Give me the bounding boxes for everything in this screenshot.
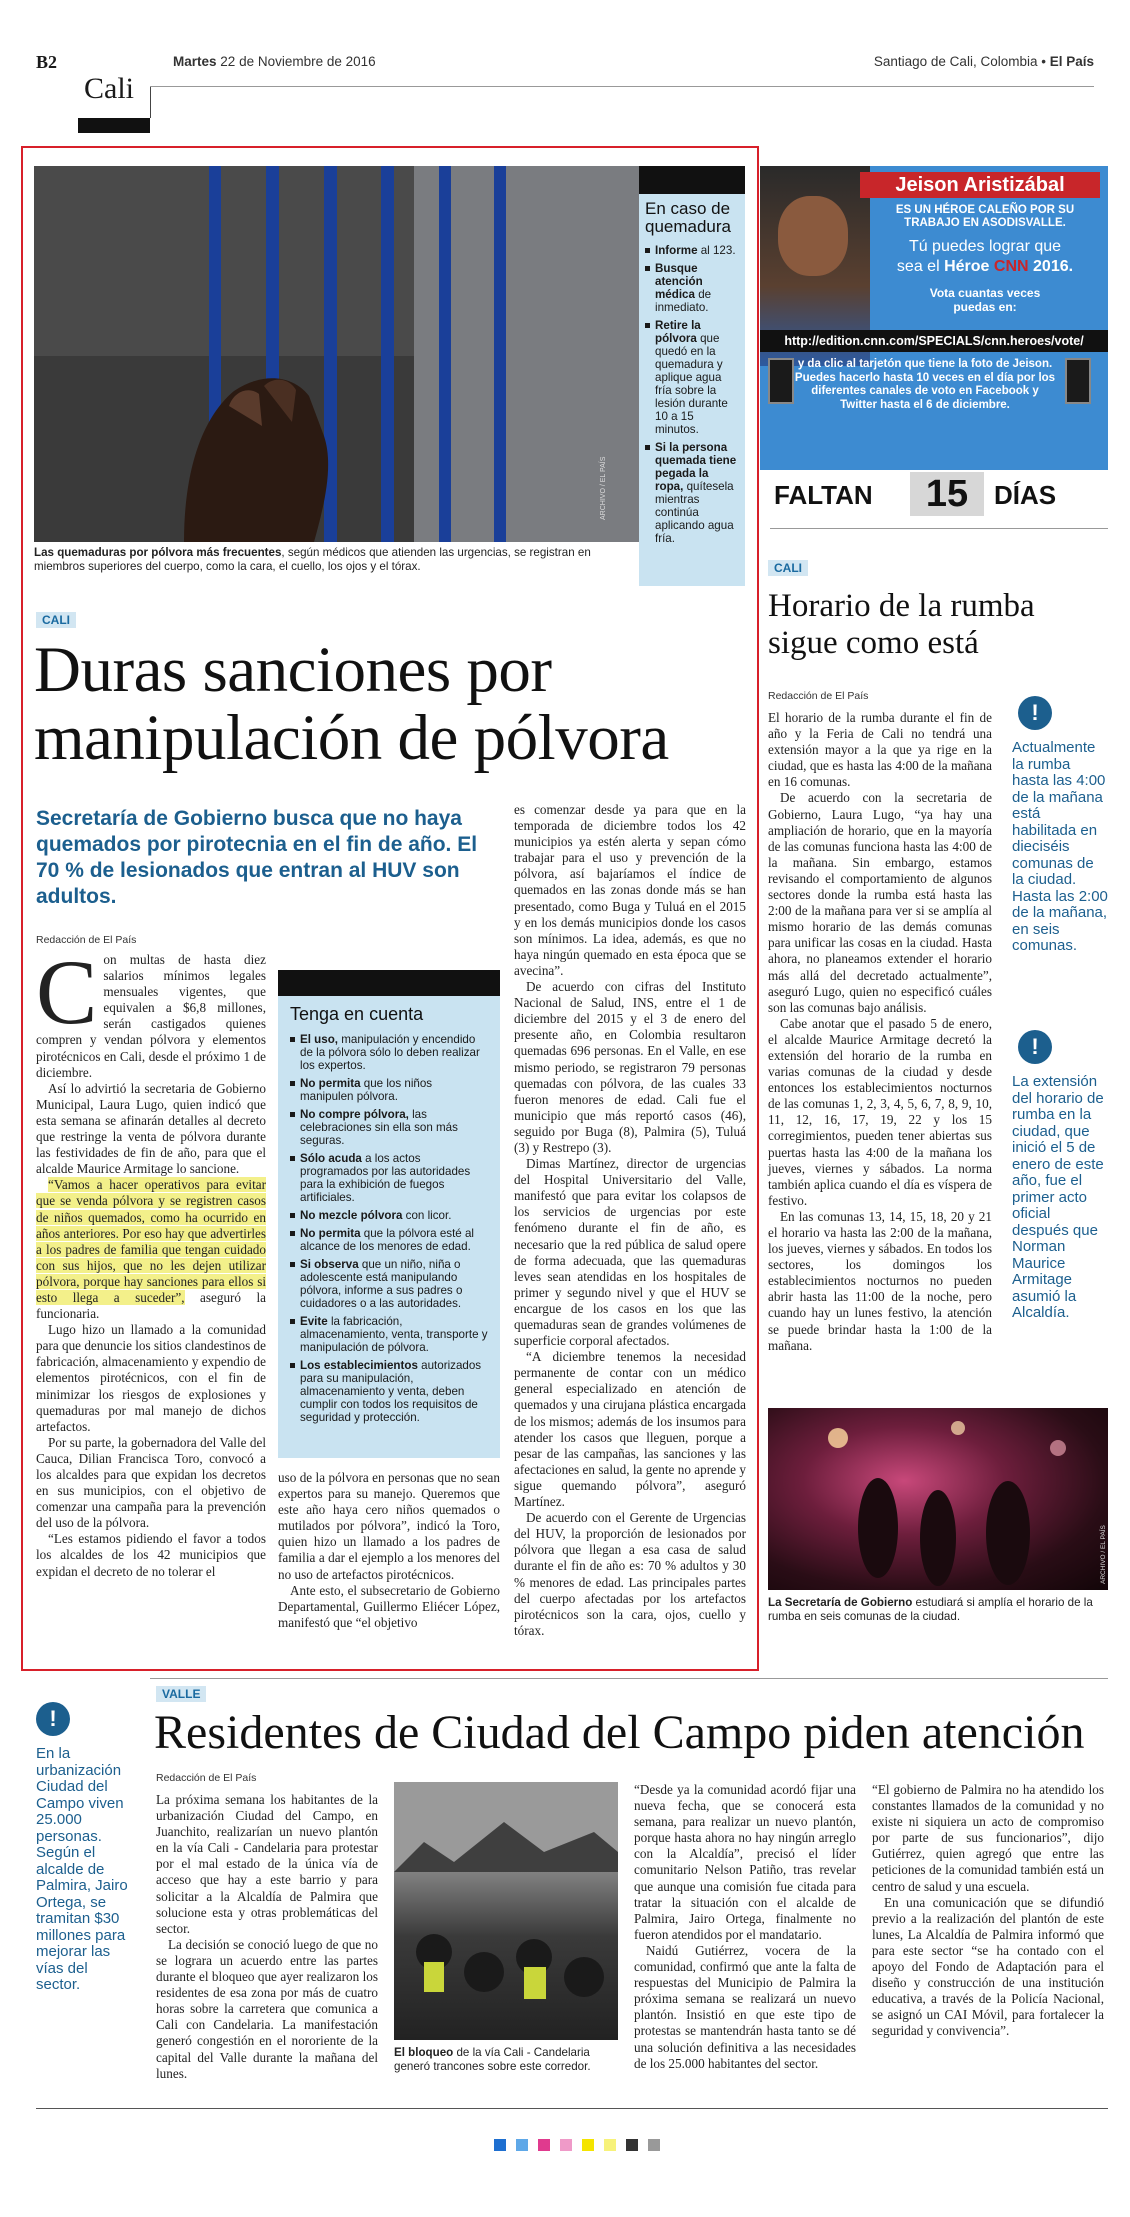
- color-swatch: [582, 2139, 594, 2151]
- quemadura-box-topbar: [639, 166, 745, 194]
- color-swatch: [648, 2139, 660, 2151]
- main-article-subtitle: Secretaría de Gobierno busca que no haya quemados por pirotecnia en el fin de año. El 70 % de lesionados que entran al HUV son adultos.: [36, 807, 478, 908]
- valle-caption-text: de la vía Cali - Candelaria generó trancones sobre este corredor.: [394, 2046, 591, 2073]
- cnn-hero-ad: [760, 166, 1108, 470]
- quemadura-item-bold: Retire la pólvora: [655, 319, 701, 345]
- countdown-rule: [770, 528, 1108, 529]
- col3-paragraph: De acuerdo con cifras del Instituto Nacional de Salud, INS, entre el 1 de diciembre del 2015 y el 3 de enero del presente año, en Colombia resultaron quemadas 696 personas. En el Valle, en ese mismo periodo, se registraron 79 personas quemadas con pólvora, de las cuales 33 fueron menores de edad. Cali fue el municipio que más reportó casos (46), seguido por Buga (8), Palmira (5), Tuluá (3) y Restrepo (3).: [514, 979, 746, 1155]
- cuenta-item-text: a los actos programados por las autoridades para la exhibición de fuegos artificiales.: [300, 1152, 471, 1204]
- main-article-tag: CALI: [36, 612, 76, 628]
- rumba-photo-caption: [768, 1596, 1108, 1624]
- drop-cap: C: [36, 941, 98, 1043]
- col1-paragraph: on multas de hasta diez salarios mínimos legales mensuales vigentes, que equivalen a $6,8 millones, serán castigados quienes compren y vendan pólvora y elementos pirotécnicos en Cali, desde el próximo 1 de diciembre.: [36, 952, 266, 1080]
- rumba-side-fact-2: La extensión del horario de rumba en la ciudad, que inició el 5 de enero de este año, fue el primer acto oficial después que Norman Maurice Armitage asumió la Alcaldía.: [1012, 1073, 1104, 1321]
- quemadura-list: [639, 240, 745, 545]
- ad-instructions: y da clic al tarjetón que tiene la foto de Jeison. Puedes hacerlo hasta 10 veces en el día por los diferentes canales de voto en Facebook y Twitter hasta el 6 de diciembre.: [794, 358, 1056, 411]
- rumba-side-fact-1: Actualmente la rumba hasta las 4:00 de la mañana está habilitada en dieciséis comunas de la ciudad. Hasta las 2:00 de la mañana, en seis comunas.: [1012, 739, 1108, 954]
- rumba-paragraph: El horario de la rumba durante el fin de año y la Feria de Cali no tendrá una extensión mayor a la que ya rige en la ciudad, que es hasta las 4:00 de la mañana en 16 comunas.: [768, 710, 992, 790]
- valle-paragraph: Naidú Gutiérrez, vocera de la comunidad, confirmó que ante la falta de respuestas del Municipio de Palmira la próxima semana se realizará un nuevo plantón. Insistió en que este tipo de protestas se mantendrán hasta tanto se dé una solución definitiva a las necesidades de los 25.000 habitantes del sector.: [634, 1942, 856, 2071]
- cuenta-item-bold: Si observa: [300, 1258, 359, 1271]
- cuenta-item-text: la fabricación, almacenamiento, venta, transporte y manipulación de pólvora.: [300, 1315, 488, 1354]
- ad-phone-left: [768, 358, 794, 404]
- quemadura-item: [645, 244, 739, 257]
- info-exclaim-icon: !: [1018, 1030, 1052, 1064]
- issue-date: [173, 54, 376, 69]
- ad-line-3-d: 2016.: [1033, 258, 1074, 275]
- cuenta-item-bold: Sólo acuda: [300, 1152, 362, 1165]
- cuenta-item-bold: No compre pólvora,: [300, 1108, 409, 1121]
- valle-col-3: [634, 1782, 856, 2072]
- main-photo-caption: [34, 546, 634, 574]
- cuenta-item-bold: No permita: [300, 1077, 361, 1090]
- cuenta-item-bold: No mezcle pólvora: [300, 1209, 403, 1222]
- highlighted-quote: “Vamos a hacer operativos para evitar que se venda pólvora y se registren casos de niños quemados, como ha ocurrido en años anteriores. Por eso hay que advertirles a los padres de familia que tengan cuidado con sus hijos, que no les dejen utilizar pólvora, porque hay sanciones para ellos si esto llega a suceder”,: [36, 1177, 266, 1305]
- valle-byline: Redacción de El País: [156, 1772, 257, 1784]
- valle-caption-bold: El bloqueo: [394, 2046, 454, 2059]
- valle-paragraph: “Desde ya la comunidad acordó fijar una nueva fecha, que se conocerá esta semana, para realizar un nuevo plantón, porque hasta ahora no hay ningún arreglo con la Alcaldía”, precisó el líder comunitario Nelson Patiño, tras revelar que aunque una comisión fue citada para tratar la situación con el alcalde de Palmira, Jairo Ortega, finalmente no fueron atendidos por el mandatario.: [634, 1782, 856, 1942]
- issue-day: Martes: [173, 54, 217, 69]
- cuenta-item-bold: El uso,: [300, 1033, 339, 1046]
- cuenta-item-text: manipulación y encendido de la pólvora sólo lo deben realizar los expertos.: [300, 1033, 480, 1072]
- ad-line-3-a: sea el: [896, 258, 940, 275]
- col2-paragraph: uso de la pólvora en personas que no sean expertos para su manejo. Queremos que este año haya cero niños quemados o mutilados por pólvora”, indicó la Toro, quien hizo un llamado a los padres de familia a dar el ejemplo a los menores del no uso de artefactos pirotécnicos.: [278, 1470, 500, 1582]
- rumba-photo: [768, 1408, 1108, 1590]
- cuenta-box-topbar: [278, 970, 500, 996]
- countdown-right: DÍAS: [994, 480, 1057, 510]
- col1-paragraph: Lugo hizo un llamado a la comunidad para que denuncie los sitios clandestinos de fabricación, almacenamiento y expendio de elementos pirotécnicos, con el fin de minimizar los riesgos de explosiones y quemaduras por mal manejo de dichos artefactos.: [36, 1322, 266, 1434]
- ad-vote-line: Vota cuantas veces puedas en:: [929, 286, 1041, 314]
- countdown-left: FALTAN: [774, 480, 873, 510]
- cuenta-box: [278, 970, 500, 1458]
- section-divider: [150, 86, 151, 118]
- rumba-caption-text: estudiará si amplía el horario de la rumba en seis comunas de la ciudad.: [768, 1596, 1093, 1623]
- header-city: Santiago de Cali, Colombia •: [873, 54, 1046, 69]
- cuenta-item-text: que la pólvora esté al alcance de los menores de edad.: [300, 1227, 474, 1253]
- cuenta-item-text: con licor.: [402, 1209, 452, 1222]
- quemadura-item-text: quítesela mientras continúa aplicando agua fría.: [655, 480, 734, 545]
- cuenta-item: [290, 1077, 488, 1103]
- footer-rule: [36, 2108, 1108, 2109]
- col1-quote: [36, 1177, 266, 1322]
- burned-hand-illustration: [34, 166, 639, 542]
- cuenta-item: [290, 1033, 488, 1072]
- section-underline: [78, 118, 150, 133]
- cuenta-item-text: autorizados para su manipulación, almacenamiento y venta, deben cumplir con todos los requisitos de seguridad y protección.: [300, 1359, 482, 1424]
- color-swatch: [538, 2139, 550, 2151]
- main-title-line-1: Duras sanciones por: [34, 634, 552, 706]
- valle-photo-caption: [394, 2046, 618, 2074]
- cuenta-item: [290, 1359, 488, 1424]
- color-swatch: [626, 2139, 638, 2151]
- quemadura-box-title: En caso de quemadura: [645, 199, 732, 236]
- page-number: B2: [36, 52, 58, 72]
- rumba-paragraph: En las comunas 13, 14, 15, 18, 20 y 21 el horario va hasta las 2:00 de la mañana, los jueves, viernes y sábados. En todos los sectores, los domingos los establecimientos nocturnos no pueden abrir hasta las 11:00 de la noche, pero cuando hay un lunes festivo, la atención se puede brindar hasta la 1:00 de la mañana.: [768, 1208, 992, 1353]
- cuenta-list: [278, 1033, 500, 1424]
- main-title-line-2: manipulación de pólvora: [34, 702, 669, 774]
- quemadura-box: [639, 166, 745, 586]
- valle-col-4: [872, 1782, 1104, 2040]
- quemadura-item: [645, 441, 739, 545]
- valle-paragraph: La próxima semana los habitantes de la urbanización Ciudad del Campo, en Juanchito, realizarían un nuevo plantón en la vía Cali - Candelaria para protestar por el mal estado de la única vía de acceso que hay a este barrio y para solicitar a la Alcaldía de Palmira que solucione esta y otras problemáticas del sector.: [156, 1792, 378, 1936]
- cuenta-item-bold: Los establecimientos: [300, 1359, 418, 1372]
- col1-paragraph: “Les estamos pidiendo el favor a todos los alcaldes de los 42 municipios que expidan el decreto de no tolerar el: [36, 1531, 266, 1579]
- quemadura-item: [645, 262, 739, 314]
- col3-paragraph: De acuerdo con el Gerente de Urgencias del HUV, la proporción de lesionados por pólvora que llegan a esa casa de salud durante el fin de año es: 70 % adultos y 30 % menores de edad. Las principales partes del cuerpo afectadas por los artefactos pirotécnicos son la cara, ojos, cuello y tórax.: [514, 1510, 746, 1638]
- cuenta-item: [290, 1227, 488, 1253]
- main-col-2: [278, 1470, 500, 1631]
- color-swatch: [604, 2139, 616, 2151]
- main-photo-caption-text: , según médicos que atienden las urgencias, se registran en miembros superiores del cuerpo, como la cara, el cuello, los ojos y el tórax.: [34, 546, 591, 573]
- main-photo-credit: ARCHIVO / EL PAÍS: [600, 456, 607, 520]
- ad-line-3-b: Héroe: [944, 258, 990, 275]
- valle-tag: VALLE: [156, 1686, 206, 1702]
- ad-phone-right: [1065, 358, 1091, 404]
- main-byline: Redacción de El País: [36, 934, 137, 946]
- main-photo: [34, 166, 639, 542]
- header-location: [874, 54, 1094, 69]
- road-blockade-illustration: [394, 1782, 618, 2040]
- rumba-photo-credit: ARCHIVO / EL PAÍS: [1100, 1525, 1107, 1584]
- quemadura-item-text: al 123.: [697, 244, 736, 257]
- cuenta-item: [290, 1258, 488, 1310]
- col3-paragraph: Dimas Martínez, director de urgencias del Hospital Universitario del Valle, manifestó que para evitar los colapsos de los servicios de urgencias por este fenómeno durante el fin de año, es necesario que la red pública de salud opere de forma adecuada, que las quemaduras leves sean atendidas en los hospitales de primer y segundo nivel y que el HUV se encargue de los casos en los que las quemaduras sean de grandes volúmenes de superficie corporal afectados.: [514, 1156, 746, 1349]
- color-swatch: [516, 2139, 528, 2151]
- cuenta-item: [290, 1108, 488, 1147]
- main-col-3: [514, 802, 746, 1639]
- quemadura-item-bold: Informe: [655, 244, 698, 257]
- countdown: [760, 472, 1108, 518]
- rumba-caption-bold: La Secretaría de Gobierno: [768, 1596, 913, 1609]
- issue-date-text: 22 de Noviembre de 2016: [220, 54, 376, 69]
- main-photo-caption-bold: Las quemaduras por pólvora más frecuentes: [34, 546, 282, 559]
- ad-vote-url[interactable]: http://edition.cnn.com/SPECIALS/cnn.heroes/vote/: [760, 330, 1108, 352]
- cuenta-item: [290, 1315, 488, 1354]
- quemadura-item-text: de inmediato.: [655, 288, 712, 314]
- ad-cnn-logo: CNN: [993, 258, 1029, 275]
- rumba-byline: Redacción de El País: [768, 690, 869, 702]
- cuenta-item: [290, 1152, 488, 1204]
- cuenta-item-bold: No permita: [300, 1227, 361, 1240]
- rumba-title: Horario de la rumba sigue como está: [768, 588, 1035, 661]
- col2-paragraph: Ante esto, el subsecretario de Gobierno Departamental, Guillermo Eliécer López, manifestó que “el objetivo: [278, 1582, 500, 1630]
- ad-line-1: ES UN HÉROE CALEÑO POR SU TRABAJO EN ASODISVALLE.: [895, 204, 1075, 229]
- main-col-1: [36, 941, 267, 1580]
- ad-line-2: Tú puedes lograr que: [908, 238, 1062, 255]
- quemadura-item-text: que quedó en la quemadura y aplique agua fría sobre la lesión durante 10 a 15 minutos.: [655, 332, 728, 436]
- col1-paragraph: Así lo advirtió la secretaria de Gobierno Municipal, Laura Lugo, quien indicó que esta semana se afinarán detalles al decreto que restringe la venta de pólvora durante las festividades de fin de año, para que el alcalde Maurice Armitage lo sancione.: [36, 1080, 266, 1177]
- cuenta-item-text: que un niño, niña o adolescente está manipulando pólvora, informe a sus padres o cuidadores o a las autoridades.: [300, 1258, 463, 1310]
- cuenta-box-title: Tenga en cuenta: [290, 1004, 424, 1024]
- rumba-body: [768, 710, 992, 1354]
- cuenta-item-text: que los niños manipulen pólvora.: [300, 1077, 433, 1103]
- valle-col-1: [156, 1792, 378, 2082]
- info-exclaim-icon: !: [1018, 696, 1052, 730]
- countdown-number: 15: [910, 472, 984, 516]
- rumba-paragraph: Cabe anotar que el pasado 5 de enero, el alcalde Maurice Armitage decretó la extensión del horario de la rumba en varias comunas de la ciudad y desde entonces los establecimientos nocturnos de las comunas 1, 2, 3, 4, 5, 6, 7, 8, 9, 10, 11, 12, 16, 17, 19, 22 y los 15 corregimientos, pueden tener abiertas sus puertas hasta las 4:00 de la mañana los jueves, viernes y sábados. La norma también aplica cuando el día es víspera de festivo.: [768, 1015, 992, 1208]
- valle-paragraph: “El gobierno de Palmira no ha atendido los constantes llamados de la comunidad y no existe ni siquiera un acto de compromiso por parte de sus funcionarios”, dijo Gutiérrez, quien agregó que entre las peticiones de la comunidad también está un centro de salud y una escuela.: [872, 1782, 1104, 1894]
- nightclub-illustration: [768, 1408, 1108, 1590]
- quemadura-item-bold: Si la persona quemada tiene pegada la ropa,: [655, 441, 737, 493]
- rumba-tag: CALI: [768, 560, 808, 576]
- col3-paragraph: es comenzar desde ya para que en la temporada de diciembre todos los 42 municipios ya estén alerta y sepan cómo trabajar para el uso y prevención de la pólvora, así bajaríamos el índice de quemados en las zonas donde más se han presentado, como Buga y Tuluá en el 2015 y en los demás municipios donde los casos son mínimos. La idea, además, es que no haya ningún quemado en esta época que se avecina”.: [514, 802, 746, 978]
- rumba-paragraph: De acuerdo con la secretaria de Gobierno, Laura Lugo, “ya hay una ampliación de horario, que en la mayoría de las comunas funciona hasta las 4:00 de la mañana. Sin embargo, estamos revisando el comportamiento de algunos sectores donde la rumba está hasta las 2:00 de la mañana para ver si se amplía al mismo horario de las demás comunas para unificar las cosas en la ciudad. Hasta ahora, no planeamos extender el horario más allá del decretado actualmente”, aseguró Lugo, quien no especificó cuáles son las comunas bajo análisis.: [768, 790, 992, 1015]
- header-rule: [150, 86, 1094, 87]
- valle-title: Residentes de Ciudad del Campo piden atención: [154, 1706, 1085, 1759]
- valle-photo: [394, 1782, 618, 2040]
- cuenta-item-bold: Evite: [300, 1315, 328, 1328]
- quemadura-item-bold: Busque atención médica: [655, 262, 703, 301]
- valle-top-rule: [150, 1678, 1108, 1679]
- col3-paragraph: “A diciembre tenemos la necesidad permanente de contar con un médico general especializado en atención de quemados y una cirujana plástica encargada de los mismos; además de los insumos para atender los casos que lleguen, porque a pesar de las campañas, las sanciones y las afectaciones en salud, la gente no aprende y sigue quemando pólvora”, aseguró Martínez.: [514, 1349, 746, 1510]
- quemadura-item: [645, 319, 739, 436]
- quote-attribution: aseguró la funcionaria.: [36, 1289, 267, 1322]
- cuenta-item-text: las celebraciones sin ella son más seguras.: [300, 1108, 458, 1147]
- header-paper: El País: [1049, 54, 1094, 69]
- valle-side-fact: En la urbanización Ciudad del Campo viven 25.000 personas. Según el alcalde de Palmira, Jairo Ortega, se tramitan $30 millones para mejorar las vías del sector.: [36, 1745, 128, 1993]
- valle-paragraph: La decisión se conoció luego de que no se lograra un acuerdo entre las partes durante el bloqueo que ayer realizaron los residentes de esa zona por más de cuatro horas sobre la carretera que comunica a Cali con Candelaria. La manifestación generó congestión en el nororiente de la capital del Valle durante la mañana del lunes.: [156, 1936, 378, 2081]
- color-swatch: [560, 2139, 572, 2151]
- ad-portrait-face: [778, 196, 848, 276]
- cuenta-item: [290, 1209, 488, 1222]
- ad-name-banner: Jeison Aristizábal: [860, 172, 1100, 198]
- color-registration-bar: [494, 2138, 660, 2152]
- main-article-title: [34, 636, 754, 772]
- col1-paragraph: Por su parte, la gobernadora del Valle del Cauca, Dilian Francisca Toro, convocó a los alcaldes para que expidan los decretos en sus municipios, con el objetivo de comenzar una campaña para la prevención del uso de la pólvora.: [36, 1434, 266, 1531]
- ad-line-3: [872, 258, 1098, 276]
- section-name: Cali: [84, 72, 134, 105]
- valle-paragraph: En una comunicación que se difundió previo a la realización del plantón de este lunes, La Alcaldía de Palmira informó que para este sector “se ha contado con el apoyo del Fondo de Adaptación para el diseño y construcción de una institución educativa, a través de la Policía Nacional, se asignó un CAI Móvil, para fortalecer la seguridad y convivencia”.: [872, 1894, 1104, 2039]
- color-swatch: [494, 2139, 506, 2151]
- info-exclaim-icon: !: [36, 1702, 70, 1736]
